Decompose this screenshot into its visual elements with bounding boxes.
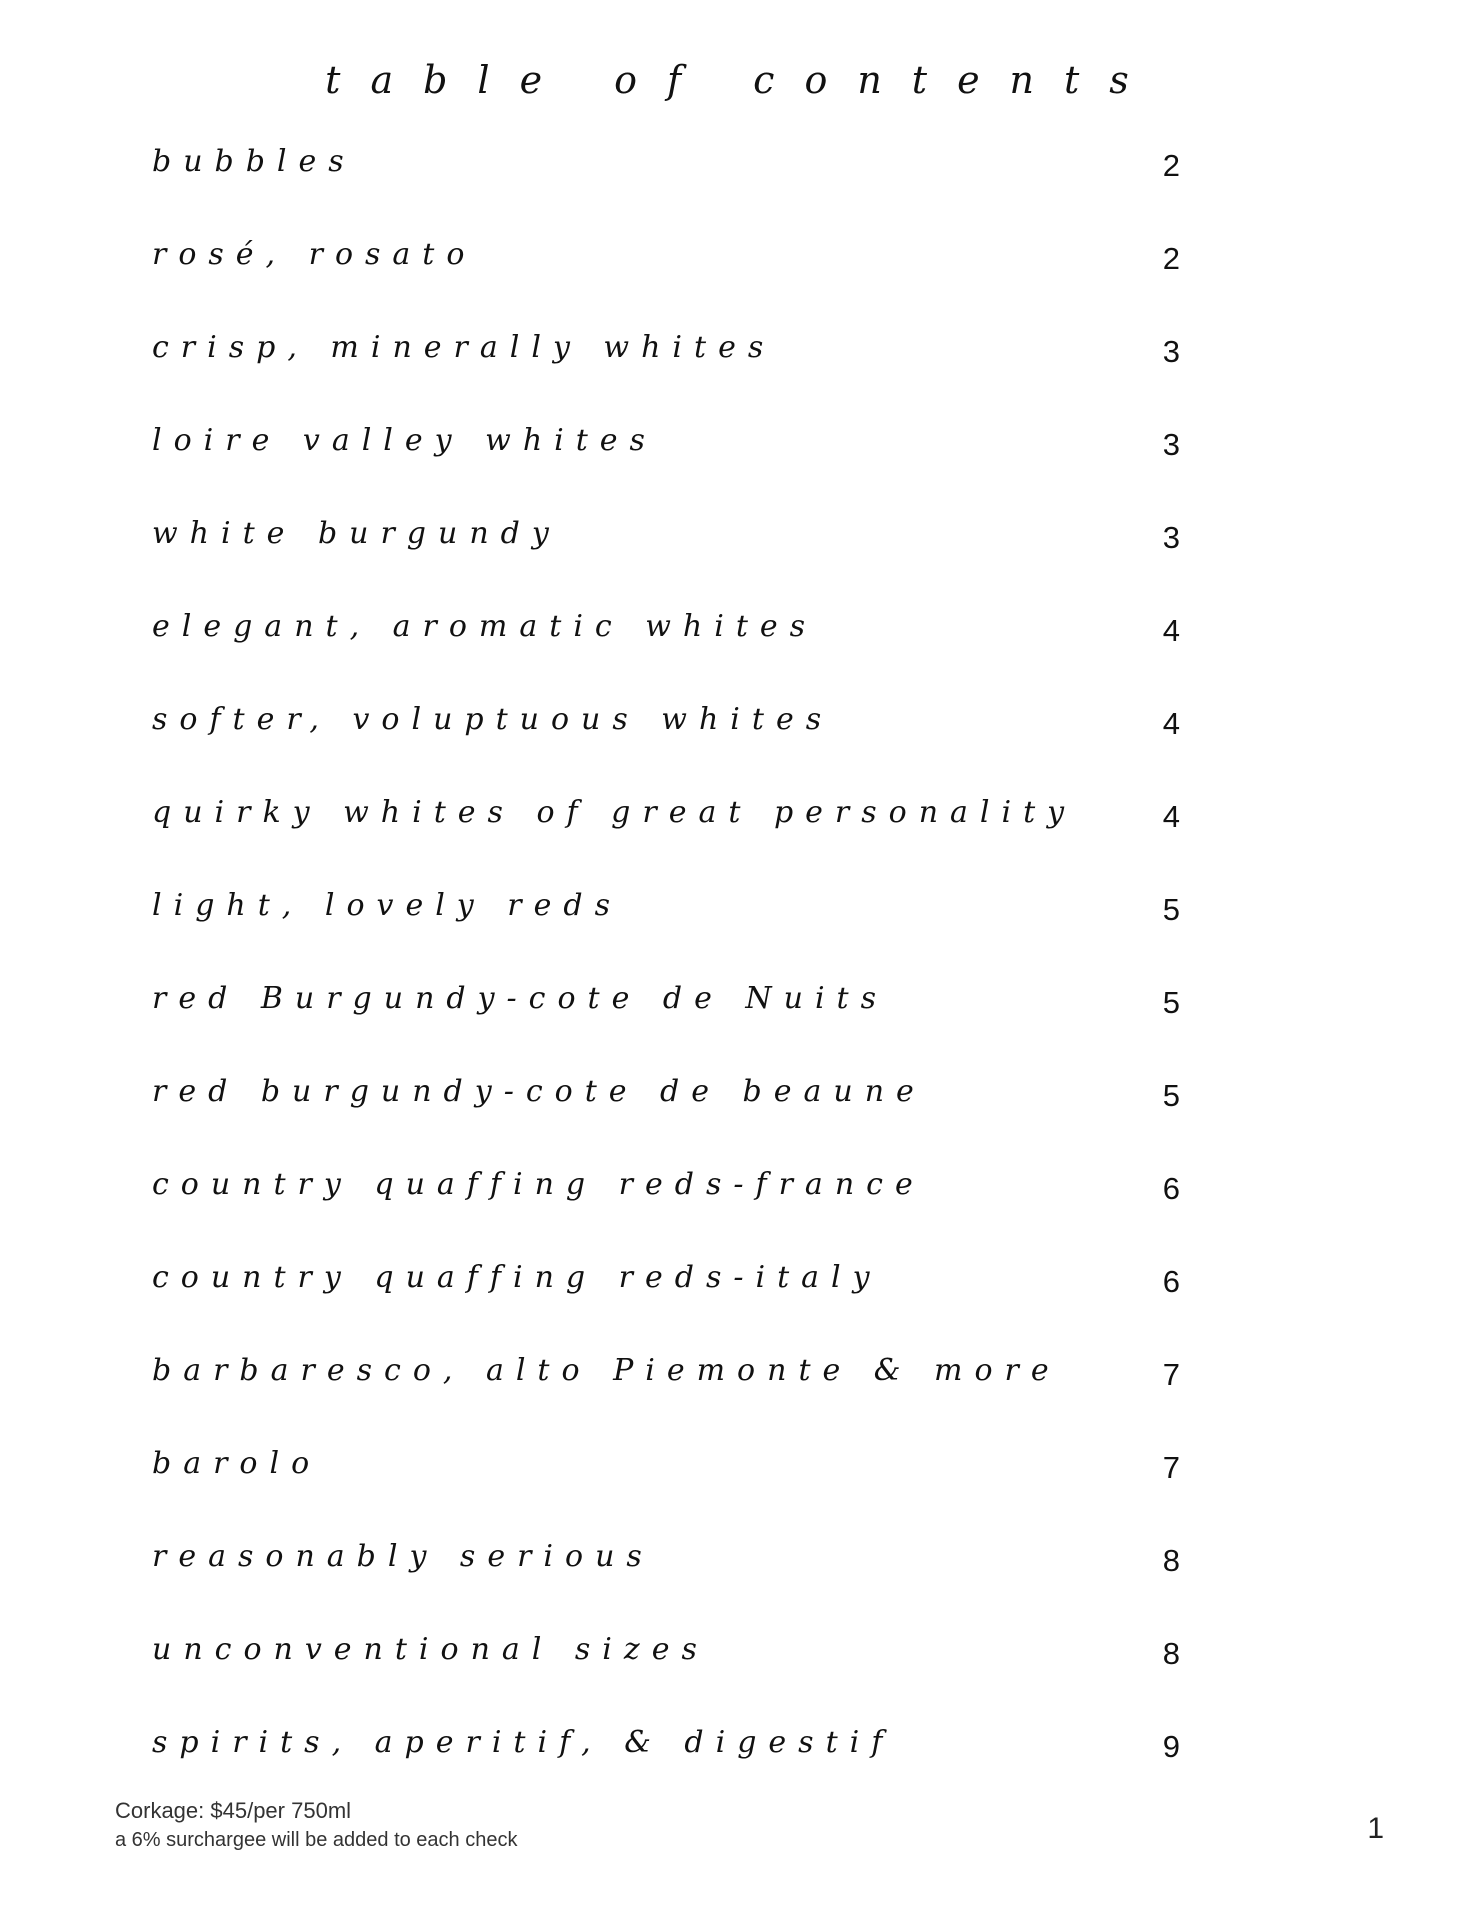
toc-entry-label: country quaffing reds-italy (152, 1260, 882, 1295)
toc-entry-page: 8 (1162, 1543, 1180, 1578)
toc-entry-page: 3 (1162, 334, 1180, 369)
toc-entry-page: 5 (1162, 985, 1180, 1020)
corkage-note: Corkage: $45/per 750ml (115, 1798, 352, 1823)
page-number: 1 (1367, 1812, 1384, 1845)
toc-entry-label: light, lovely reds (152, 888, 622, 923)
toc-entry-page: 5 (1162, 1078, 1180, 1113)
toc-entry (150, 597, 1180, 690)
toc-entry-page: 2 (1162, 148, 1180, 183)
toc-entry-page: 7 (1162, 1357, 1180, 1392)
page-title: table of contents (325, 58, 1159, 102)
toc-entry-label: rosé, rosato (152, 237, 477, 272)
toc-entry (150, 1620, 1180, 1713)
toc-entry-label: country quaffing reds-france (152, 1167, 925, 1202)
toc-entry-page: 6 (1162, 1171, 1180, 1206)
toc-entry (150, 1155, 1180, 1248)
toc-entry-label: softer, voluptuous whites (152, 702, 834, 737)
toc-entry-label: red burgundy-cote de beaune (152, 1074, 926, 1109)
toc-entry-page: 6 (1162, 1264, 1180, 1299)
toc-entry-label: elegant, aromatic whites (152, 609, 818, 644)
toc-entry (150, 225, 1180, 318)
toc-entry-label: bubbles (152, 144, 356, 179)
toc-entry-label: reasonably serious (152, 1539, 654, 1574)
toc-entry-page: 5 (1162, 892, 1180, 927)
toc-entry-label: crisp, minerally whites (152, 330, 776, 365)
toc-entry (150, 132, 1180, 225)
toc-entry (150, 1248, 1180, 1341)
toc-entry (150, 690, 1180, 783)
toc-entry (150, 1341, 1180, 1434)
toc-entry-label: red Burgundy-cote de Nuits (152, 981, 888, 1016)
toc-entry (150, 411, 1180, 504)
toc-entry-label: loire valley whites (152, 423, 657, 458)
toc-entry-page: 3 (1162, 427, 1180, 462)
toc-entry-page: 3 (1162, 520, 1180, 555)
table-of-contents (150, 132, 1180, 1806)
toc-entry-page: 8 (1162, 1636, 1180, 1671)
toc-entry-page: 2 (1162, 241, 1180, 276)
toc-entry (150, 1527, 1180, 1620)
toc-entry (150, 318, 1180, 411)
toc-entry-page: 4 (1162, 706, 1180, 741)
toc-entry (150, 1713, 1180, 1806)
toc-entry (150, 969, 1180, 1062)
toc-entry (150, 876, 1180, 969)
toc-entry (150, 1434, 1180, 1527)
toc-entry-page: 7 (1162, 1450, 1180, 1485)
surcharge-note: a 6% surchargee will be added to each check (115, 1829, 518, 1851)
footer-notes (115, 1796, 517, 1854)
toc-entry-page: 9 (1162, 1729, 1180, 1764)
toc-entry (150, 783, 1180, 876)
toc-entry-label: quirky whites of great personality (152, 795, 1077, 830)
toc-entry (150, 504, 1180, 597)
toc-entry-label: barbaresco, alto Piemonte & more (152, 1353, 1061, 1388)
toc-entry-page: 4 (1162, 799, 1180, 834)
toc-entry-label: white burgundy (152, 516, 561, 551)
toc-entry-label: spirits, aperitif, & digestif (152, 1725, 895, 1760)
toc-entry (150, 1062, 1180, 1155)
toc-entry-label: unconventional sizes (152, 1632, 709, 1667)
toc-entry-page: 4 (1162, 613, 1180, 648)
toc-entry-label: barolo (152, 1446, 322, 1481)
